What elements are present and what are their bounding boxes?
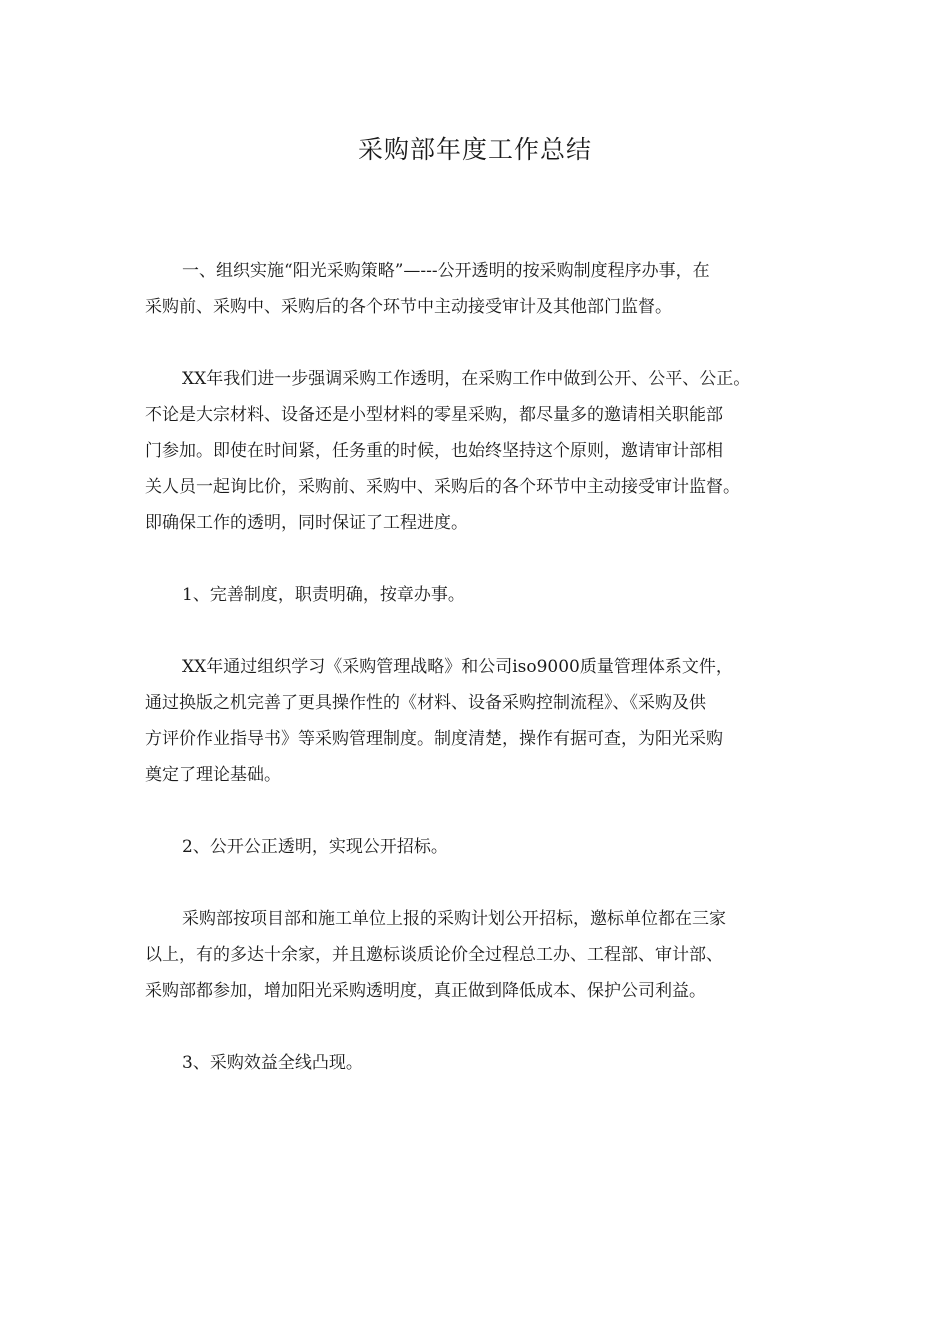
paragraph-line: 以上，有的多达十余家，并且邀标谈质论价全过程总工办、工程部、审计部、 xyxy=(145,945,723,965)
paragraph-line: 方评价作业指导书》等采购管理制度。制度清楚，操作有据可查，为阳光采购 xyxy=(145,729,723,749)
paragraph-line: 通过换版之机完善了更具操作性的《材料、设备采购控制流程》、《采购及供 xyxy=(145,693,706,713)
paragraph-line: XX年我们进一步强调采购工作透明，在采购工作中做到公开、公平、公正。 xyxy=(182,369,751,389)
paragraph-line: 奠定了理论基础。 xyxy=(145,765,281,785)
section-heading-3: 3、采购效益全线凸现。 xyxy=(182,1053,363,1073)
document-title: 采购部年度工作总结 xyxy=(357,135,592,164)
section-heading-2: 2、公开公正透明，实现公开招标。 xyxy=(182,837,448,857)
paragraph-public-tendering xyxy=(145,901,815,1009)
paragraph-sunshine-procurement xyxy=(145,253,815,325)
paragraph-line: 门参加。即使在时间紧，任务重的时候，也始终坚持这个原则，邀请审计部相 xyxy=(145,441,723,461)
paragraph-line: 即确保工作的透明，同时保证了工程进度。 xyxy=(145,513,468,533)
paragraph-line: 采购部都参加，增加阳光采购透明度，真正做到降低成本、保护公司利益。 xyxy=(145,981,706,1001)
paragraph-system-improvement xyxy=(145,649,815,793)
section-heading-1: 1、完善制度，职责明确，按章办事。 xyxy=(182,585,465,605)
paragraph-transparency xyxy=(145,361,815,541)
paragraph-line: 一、组织实施“阳光采购策略”—---公开透明的按采购制度程序办事，在 xyxy=(182,261,710,281)
paragraph-line: 不论是大宗材料、设备还是小型材料的零星采购，都尽量多的邀请相关职能部 xyxy=(145,405,723,425)
paragraph-line: XX年通过组织学习《采购管理战略》和公司iso9000质量管理体系文件， xyxy=(182,657,733,677)
paragraph-line: 采购部按项目部和施工单位上报的采购计划公开招标，邀标单位都在三家 xyxy=(182,909,726,929)
paragraph-line: 关人员一起询比价，采购前、采购中、采购后的各个环节中主动接受审计监督。 xyxy=(145,477,740,497)
paragraph-line: 采购前、采购中、采购后的各个环节中主动接受审计及其他部门监督。 xyxy=(145,297,672,317)
document-body xyxy=(145,253,815,1117)
